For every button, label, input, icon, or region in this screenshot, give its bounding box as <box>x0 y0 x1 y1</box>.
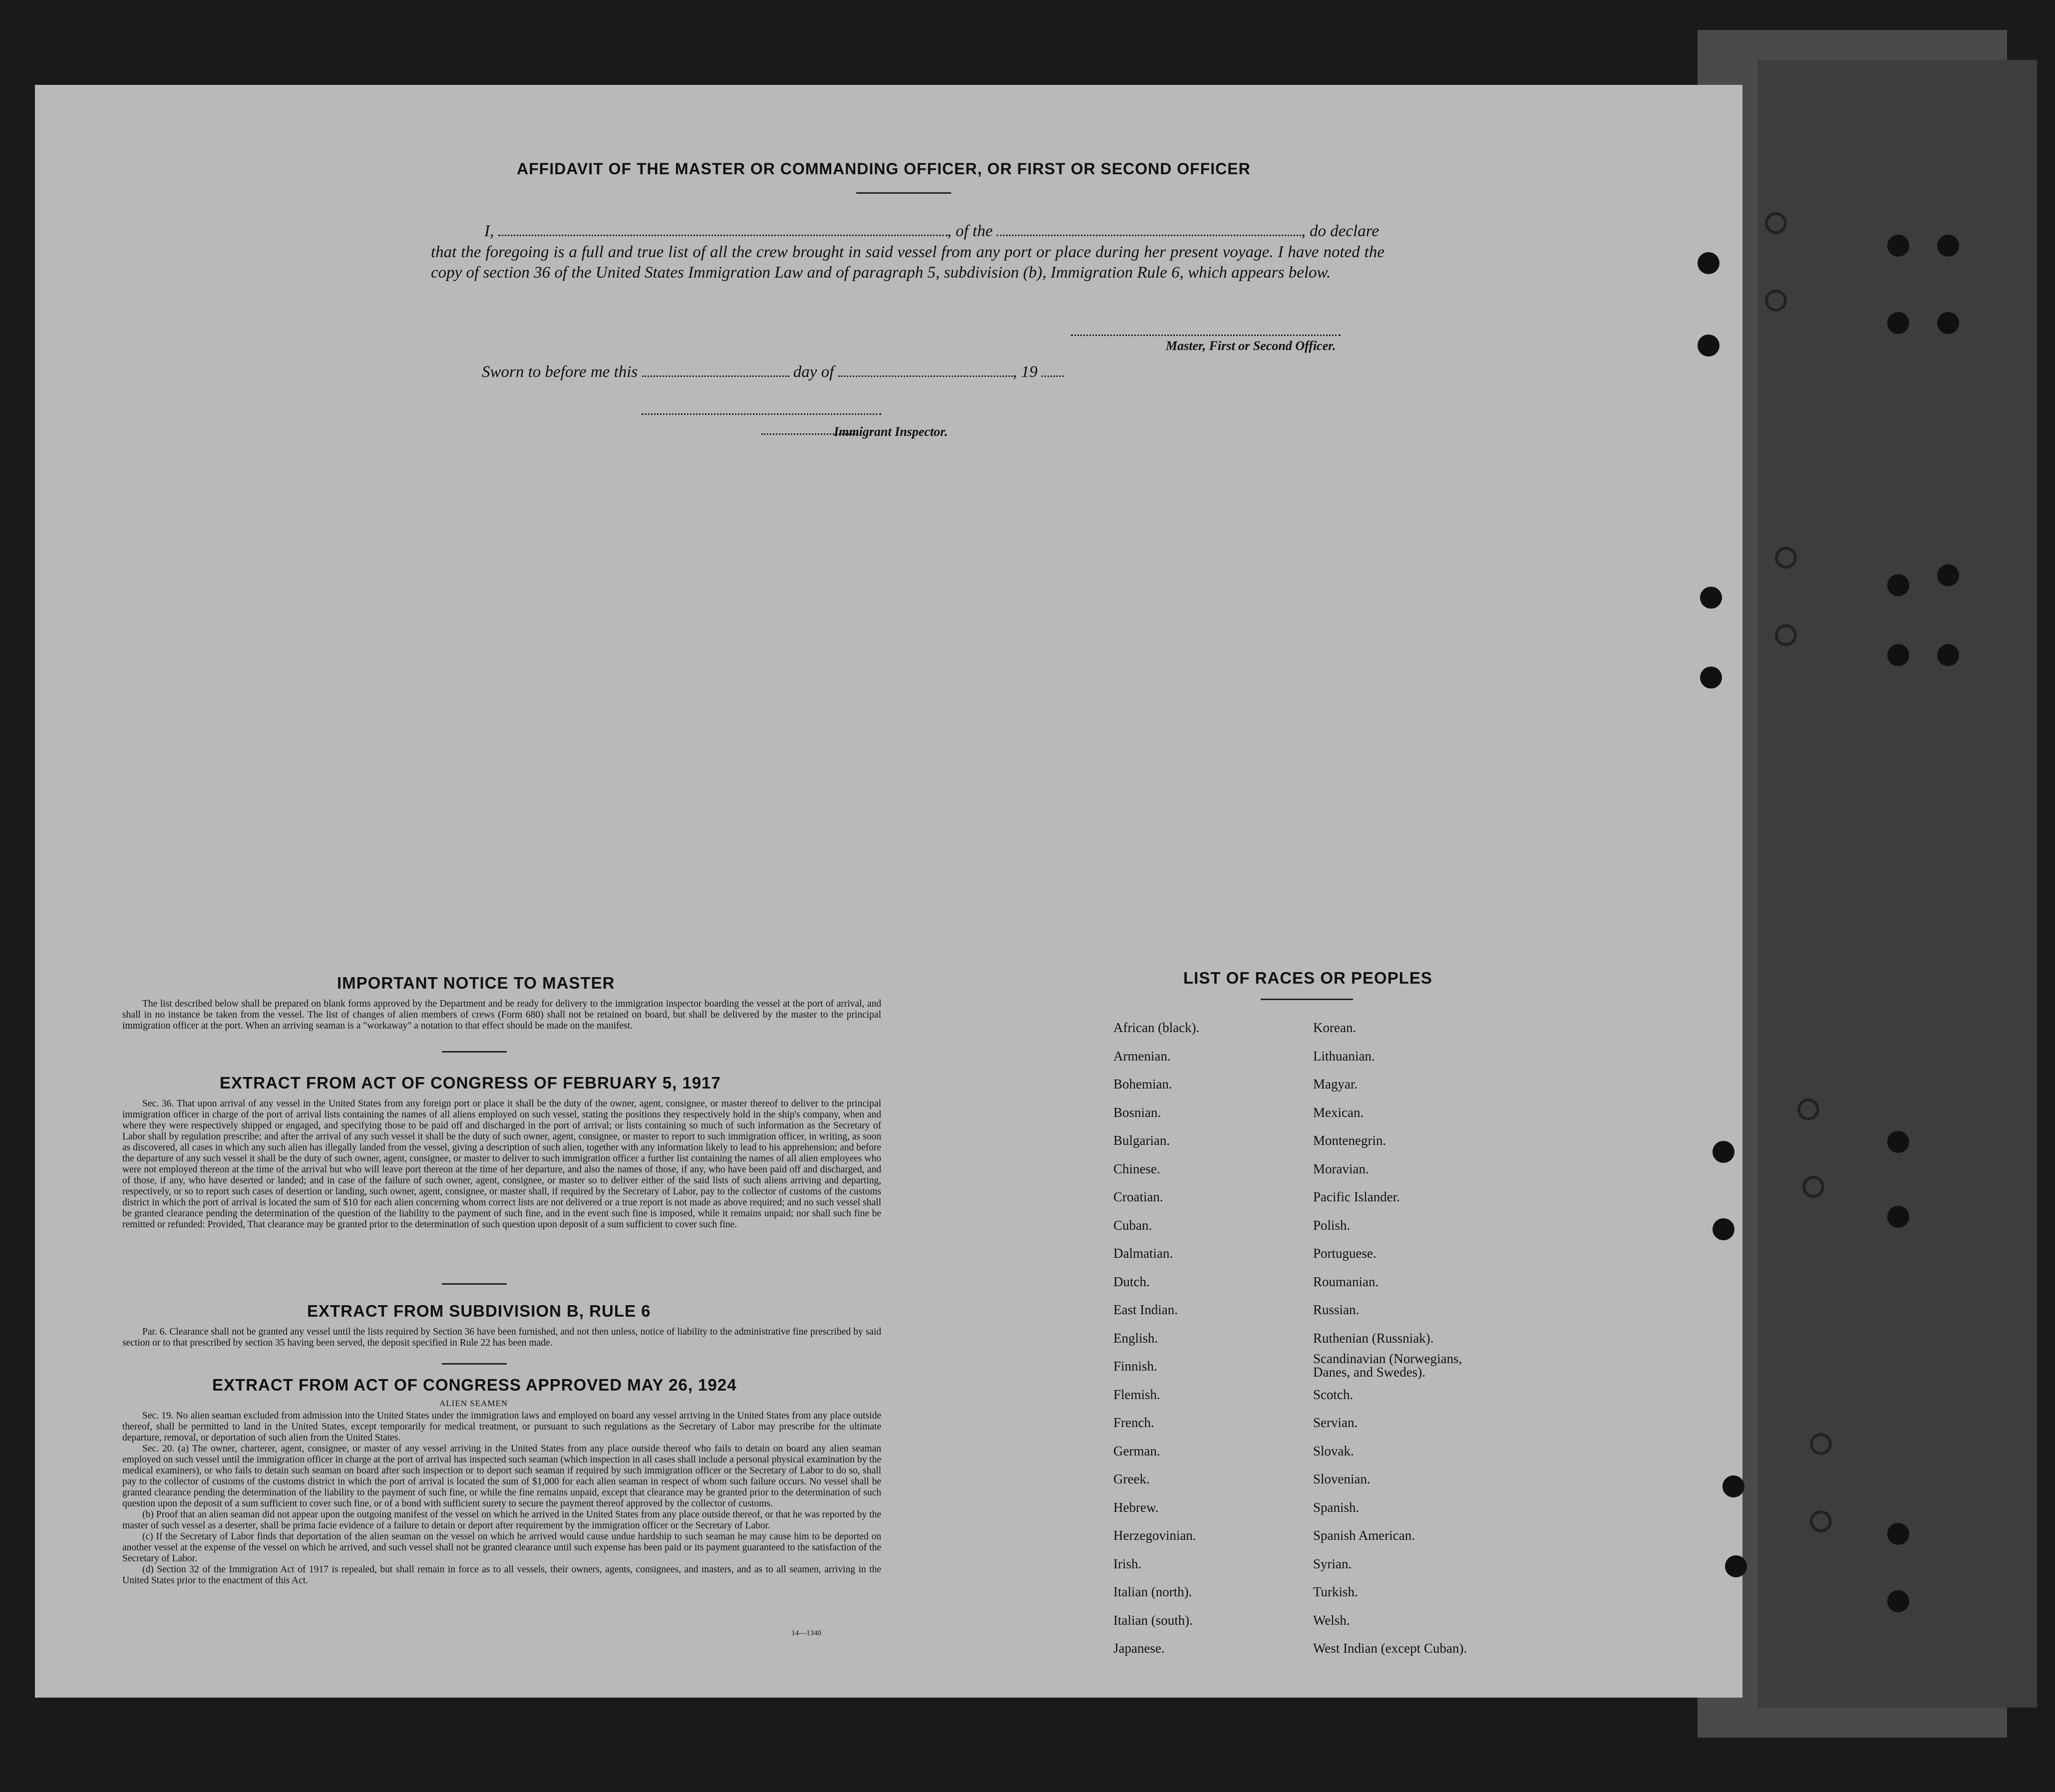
race-item: West Indian (except Cuban). <box>1313 1641 1467 1656</box>
race-item: African (black). <box>1113 1020 1200 1035</box>
race-item: Portuguese. <box>1313 1246 1376 1261</box>
punch-hole-icon <box>1698 335 1719 357</box>
punch-hole-icon <box>1937 312 1959 334</box>
sec-20b-paragraph: (b) Proof that an alien seaman did not appear upon the outgoing manifest of the vessel on which he arrived in the United States from any place outside thereof, or that he was reported by the master of such vessel as a deserter, shall be prima facie evidence of a failure to detain or deport after requirement by the immigration officer or the Secretary of Labor. <box>122 1509 881 1531</box>
sec-20a-paragraph: Sec. 20. (a) The owner, charterer, agent, consignee, or master of any vessel arriving in the United States from any place outside thereof who fails to detain on board any alien seaman employed on such vessel until the immigration officer in charge at the port of arrival has inspected such seaman (which inspection in all cases shall include a personal physical examination by the medical examiners), or who fails to detain such seaman on board after such inspection or to deport such seaman if required by such immigration officer or the Secretary of Labor to do so, shall pay to the collector of customs of the customs district in which the port of arrival is located the sum of $1,000 for each alien seaman in respect of whom such failure occurs. No vessel shall be granted clearance pending the determination of the liability to the payment of such fine, or while the fine remains unpaid, except that clearance may be granted prior to the determination of such question upon the deposit of a sum sufficient to cover such fine, or of a bond with sufficient surety to secure the payment thereof approved by the collector of customs. <box>122 1443 881 1509</box>
punch-hole-icon <box>1765 212 1787 234</box>
race-item: Slovak. <box>1313 1443 1354 1458</box>
manifest-page <box>35 85 1742 1698</box>
punch-hole-icon <box>1887 1523 1909 1545</box>
race-item: Korean. <box>1313 1020 1357 1035</box>
race-item: Hebrew. <box>1113 1499 1159 1515</box>
punch-hole-icon <box>1712 1218 1734 1240</box>
punch-hole-icon <box>1722 1475 1744 1497</box>
sworn-prefix: Sworn to before me this <box>482 363 638 381</box>
race-item: Russian. <box>1313 1302 1360 1317</box>
race-item: Italian (north). <box>1113 1584 1192 1599</box>
race-item: Moravian. <box>1313 1161 1369 1176</box>
punch-hole-icon <box>1887 1206 1909 1228</box>
race-item: Slovenian. <box>1313 1471 1370 1486</box>
declarant-prefix: I, <box>484 222 494 240</box>
race-item: Cuban. <box>1113 1217 1152 1233</box>
notice-title: IMPORTANT NOTICE TO MASTER <box>337 974 615 992</box>
race-item: Servian. <box>1313 1415 1358 1430</box>
race-item: Polish. <box>1313 1217 1351 1233</box>
race-item: Spanish. <box>1313 1499 1360 1515</box>
punch-hole-icon <box>1725 1555 1747 1577</box>
punch-hole-icon <box>1937 564 1959 586</box>
affidavit-body: that the foregoing is a full and true list of all the crew brought in said vessel from any port or place during her present voyage. I have noted the copy of section 36 of the United States Immigration Law and of paragraph 5, subdivision (b), Immigration Rule 6, which appears below. <box>431 243 1384 282</box>
race-item: Finnish. <box>1113 1359 1157 1374</box>
extract-1917-title: EXTRACT FROM ACT OF CONGRESS OF FEBRUARY 5, 1917 <box>220 1074 721 1092</box>
punch-hole-icon <box>1887 574 1909 596</box>
punch-hole-icon <box>1887 1590 1909 1612</box>
races-left-column <box>1113 1014 1199 1663</box>
rule6-divider <box>442 1363 507 1365</box>
race-item: Chinese. <box>1113 1161 1160 1176</box>
punch-hole-icon <box>1887 1131 1909 1153</box>
punch-hole-icon <box>1700 587 1722 609</box>
race-item: Dalmatian. <box>1113 1246 1173 1261</box>
race-item: English. <box>1113 1330 1158 1346</box>
form-number: 14—1340 <box>791 1629 821 1637</box>
back-sheet-2 <box>1757 60 2037 1708</box>
race-item: East Indian. <box>1113 1302 1178 1317</box>
extract-1924-subtitle: ALIEN SEAMEN <box>439 1399 508 1408</box>
declare-suffix: , do declare <box>1301 222 1379 240</box>
notice-body: The list described below shall be prepared on blank forms approved by the Department and be ready for delivery to the immigration inspector boarding the vessel at the port of arrival, and shall in no instance be taken from the vessel. The list of changes of alien members of crews (Form 680) shall not be retained on board, but shall be delivered by the master to the principal immigration officer at the port. When an arriving seaman is a "workaway" a notation to that effect should be made on the manifest. <box>122 999 881 1031</box>
signature-line[interactable] <box>1071 335 1341 336</box>
sworn-year-field[interactable] <box>1041 375 1064 377</box>
sworn-month-field[interactable] <box>838 375 1013 377</box>
notice-divider <box>442 1051 507 1053</box>
races-divider <box>1261 999 1353 1000</box>
declaration-line <box>484 222 1379 241</box>
race-item: Welsh. <box>1313 1612 1350 1628</box>
inspector-signature-line[interactable] <box>642 413 881 415</box>
race-item: Bosnian. <box>1113 1104 1161 1120</box>
declarant-name-field[interactable] <box>498 235 948 236</box>
punch-hole-icon <box>1887 312 1909 334</box>
race-item: French. <box>1113 1415 1154 1430</box>
race-item: Japanese. <box>1113 1641 1165 1656</box>
race-item: Mexican. <box>1313 1104 1364 1120</box>
race-item: Roumanian. <box>1313 1274 1379 1289</box>
race-item: Scotch. <box>1313 1387 1354 1402</box>
punch-hole-icon <box>1775 624 1797 646</box>
race-item: German. <box>1113 1443 1160 1458</box>
title-divider <box>856 192 951 194</box>
inspector-label: Immigrant Inspector. <box>834 424 948 439</box>
race-item: Magyar. <box>1313 1076 1358 1091</box>
race-item: Italian (south). <box>1113 1612 1193 1628</box>
race-item: Dutch. <box>1113 1274 1150 1289</box>
punch-hole-icon <box>1937 235 1959 257</box>
race-item: Scandinavian (Norwegians, Danes, and Swedes). <box>1313 1351 1462 1380</box>
race-item: Pacific Islander. <box>1313 1189 1400 1204</box>
punch-hole-icon <box>1887 235 1909 257</box>
race-item: Ruthenian (Russniak). <box>1313 1330 1434 1346</box>
vessel-name-field[interactable] <box>997 235 1301 236</box>
punch-hole-icon <box>1712 1141 1734 1163</box>
sworn-line <box>482 363 1064 381</box>
extract-1917-body: Sec. 36. That upon arrival of any vessel in the United States from any foreign port or place it shall be the duty of the owner, agent, consignee, or master thereof to deliver to the principal immigration officer in charge of the port of arrival lists containing the names of all aliens employed on such vessel, stating the positions they respectively hold in the ship's company, when and where they were respectively shipped or engaged, and specifying those to be paid off and discharged in the port of arrival; or lists containing so much of such information as the Secretary of Labor shall by regulation prescribe; and after the arrival of any such vessel it shall be the duty of such owner, agent, consignee, or master to report to such immigration officer, in writing, as soon as discovered, all cases in which any such alien has illegally landed from the vessel, giving a description of such alien, together with any information likely to lead to his apprehension; and before the departure of any such vessel it shall be the duty of such owner, agent, consignee, or master to deliver to such immigration officer a further list containing the names of all alien employees who were not employed thereon at the time of the arrival but who will leave port thereon at the time of her departure, and also the names of those, if any, who have been paid off and discharged, and of those, if any, who have deserted or landed; and in case of the failure of such owner, agent, consignee, or master so to deliver either of the said lists of such aliens arriving and departing, respectively, or so to report such cases of desertion or landing, such owner, agent, consignee, or master shall, if required by the Secretary of Labor, pay to the collector of customs of the customs district in which the port of arrival is located the sum of $10 for each alien concerning whom correct lists are not delivered or a true report is not made as above required; and no such vessel shall be granted clearance pending the determination of the question of the liability to the payment of such fine, and in the event such fine is imposed, while it remains unpaid; nor shall such fine be remitted or refunded: Provided, That clearance may be granted prior to the determination of such question upon deposit of a sum sufficient to cover such fine. <box>122 1098 881 1230</box>
race-item: Flemish. <box>1113 1387 1160 1402</box>
sworn-day-field[interactable] <box>642 375 789 377</box>
race-item: Herzegovinian. <box>1113 1528 1196 1543</box>
sec-20d-paragraph: (d) Section 32 of the Immigration Act of 1917 is repealed, but shall remain in force as to all vessels, their owners, agents, consignees, and masters, and as to all seamen, arriving in the United States prior to the enactment of this Act. <box>122 1564 881 1586</box>
rule6-title: EXTRACT FROM SUBDIVISION B, RULE 6 <box>307 1302 651 1320</box>
signature-label: Master, First or Second Officer. <box>1166 339 1336 353</box>
punch-hole-icon <box>1797 1098 1819 1120</box>
race-item: Bulgarian. <box>1113 1133 1170 1148</box>
race-item: Montenegrin. <box>1313 1133 1386 1148</box>
day-of-label: day of <box>793 363 834 381</box>
race-item: Syrian. <box>1313 1556 1352 1571</box>
races-right-column <box>1313 1014 1483 1663</box>
race-item: Croatian. <box>1113 1189 1163 1204</box>
extract-1924-title: EXTRACT FROM ACT OF CONGRESS APPROVED MAY 26, 1924 <box>212 1376 737 1394</box>
sec-19-paragraph: Sec. 19. No alien seaman excluded from admission into the United States under the immigration laws and employed on board any vessel arriving in the United States from any place outside thereof, shall be permitted to land in the United States, except temporarily for medical treatment, or pursuant to such regulations as the Secretary of Labor may prescribe for the ultimate departure, removal, or deportation of such alien from the United States. <box>122 1411 881 1443</box>
punch-hole-icon <box>1802 1176 1824 1198</box>
punch-hole-icon <box>1765 290 1787 312</box>
race-item: Bohemian. <box>1113 1076 1172 1091</box>
rule6-body: Par. 6. Clearance shall not be granted any vessel until the lists required by Section 36 have been furnished, and not then unless, notice of liability to the administrative fine prescribed by said section or to that prescribed by section 35 having been served, the deposit specified in Rule 22 has been made. <box>122 1327 881 1348</box>
race-item: Lithuanian. <box>1313 1048 1375 1064</box>
affidavit-title: AFFIDAVIT OF THE MASTER OR COMMANDING OFFICER, OR FIRST OR SECOND OFFICER <box>517 160 1251 178</box>
race-item: Armenian. <box>1113 1048 1171 1064</box>
punch-hole-icon <box>1810 1433 1832 1455</box>
year-prefix: , 19 <box>1013 363 1038 381</box>
extract-1917-divider <box>442 1283 507 1285</box>
punch-hole-icon <box>1775 547 1797 569</box>
race-item: Spanish American. <box>1313 1528 1415 1543</box>
punch-hole-icon <box>1698 252 1719 274</box>
punch-hole-icon <box>1937 644 1959 666</box>
sec-20c-paragraph: (c) If the Secretary of Labor finds that deportation of the alien seaman on the vessel on which he arrived would cause undue hardship to such seaman he may cause him to be deported on another vessel at the expense of the vessel on which he arrived, and such vessel shall not be granted clearance until such expense has been paid or its payment guaranteed to the satisfaction of the Secretary of Labor. <box>122 1531 881 1564</box>
race-item: Greek. <box>1113 1471 1150 1486</box>
punch-hole-icon <box>1810 1510 1832 1532</box>
race-item: Turkish. <box>1313 1584 1358 1599</box>
extract-1924-body <box>122 1411 881 1586</box>
punch-hole-icon <box>1700 667 1722 689</box>
punch-hole-icon <box>1887 644 1909 666</box>
race-item: Irish. <box>1113 1556 1142 1571</box>
vessel-prefix: , of the <box>947 222 993 240</box>
races-title: LIST OF RACES OR PEOPLES <box>1183 969 1432 987</box>
